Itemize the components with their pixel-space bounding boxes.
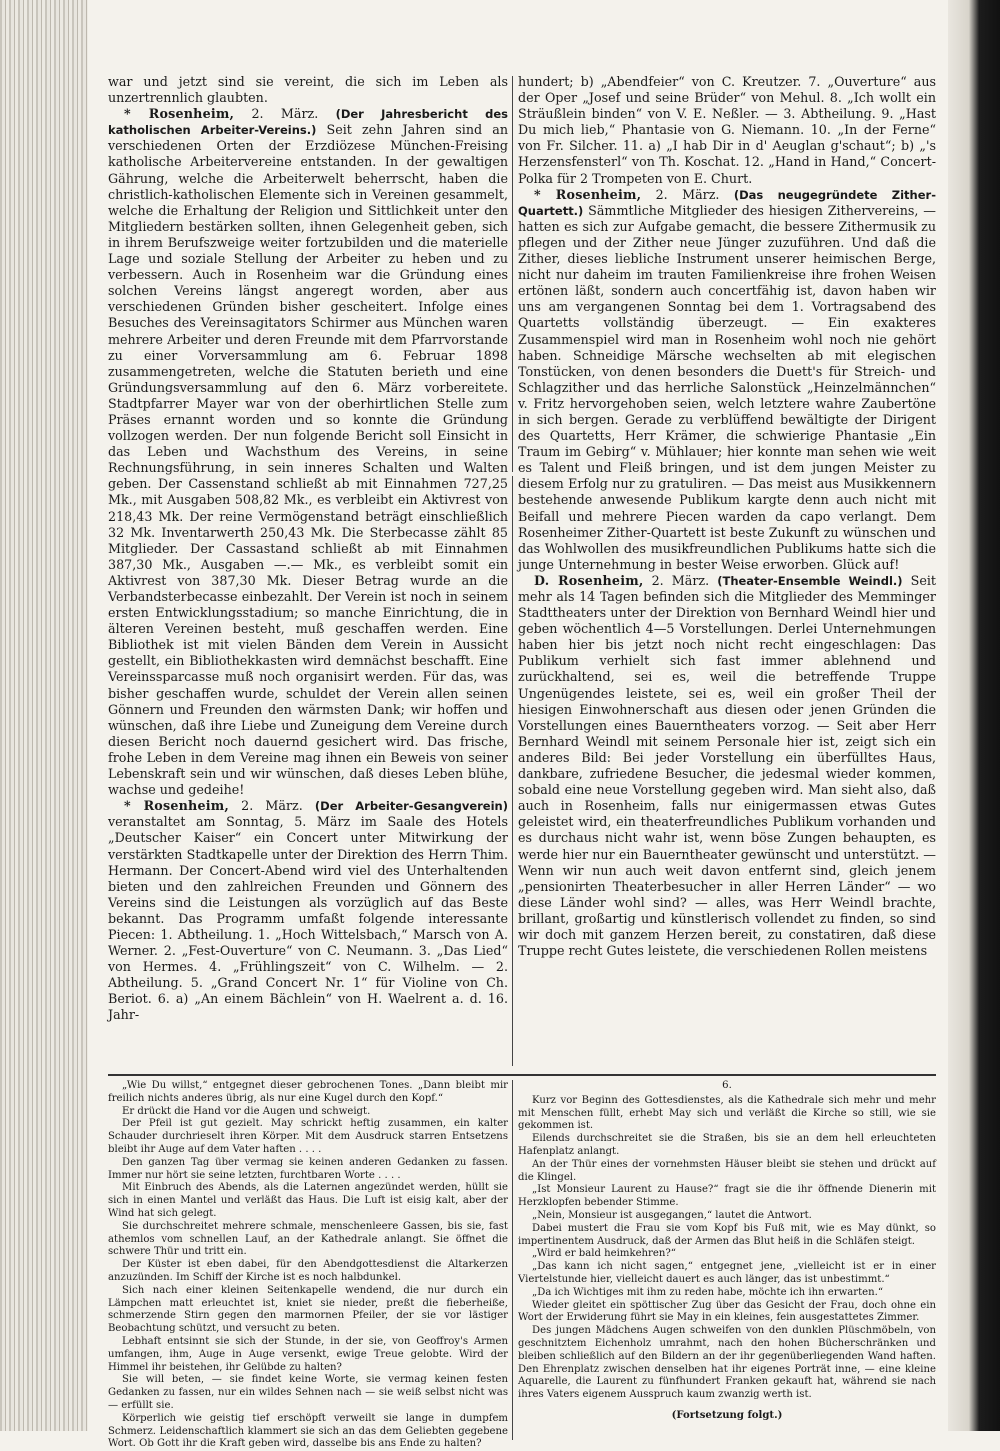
intro-text: war und jetzt sind sie vereint, die sich im Leben als unzertrennlich glaubten. — [108, 74, 508, 106]
article-zither-quartett — [518, 187, 936, 573]
article-title: (Das neugegründete Zither-Quartett.) — [518, 187, 936, 218]
column-divider — [512, 76, 513, 472]
feuilleton-paragraph: Sie will beten, — sie findet keine Worte, sie vermag keinen festen Gedanken zu fassen, nur ein wildes Sehnen nach — sie weiß selbst nicht was — erfüllt sie. — [108, 1374, 508, 1411]
article-date: 2. März. — [655, 186, 720, 202]
feuilleton-right-column — [518, 1080, 936, 1423]
feuilleton-paragraph: „Ist Monsieur Laurent zu Hause?“ fragt sie die ihr öffnende Dienerin mit Herzklopfen bebender Stimme. — [518, 1184, 936, 1209]
right-column — [518, 74, 936, 959]
article-jahresbericht — [108, 106, 508, 798]
feuilleton-paragraph: Körperlich wie geistig tief erschöpft verweilt sie lange in dumpfem Schmerz. Leidenschaftlich klammert sie sich an das dem Geliebten gegebene Wort. Ob Gott ihr die Kraft geben wird, dasselbe bis ans Ende zu halten? — [108, 1412, 508, 1450]
article-gesangverein — [108, 798, 508, 1023]
program-continuation: hundert; b) „Abendfeier“ von C. Kreutzer. 7. „Ouverture“ aus der Oper „Josef und seine Brüder“ von Mehul. 8. „Ich wollt ein Sträußlein binden“ von V. E. Neßler. — 3. Abtheilung. 9. „Hast Du mich lieb,“ Phantasie von G. Niemann. 10. „In der Ferne“ von Fr. Silcher. 11. a) „I hab Dir in d' Aeuglan g'schaut“; b) „'s Herzensfensterl“ von Th. Koschat. 12. „Hand in Hand,“ Concert-Polka für 2 Trompeten von E. Churt. — [518, 74, 936, 186]
article-body: veranstaltet am Sonntag, 5. März im Saale des Hotels „Deutscher Kaiser“ ein Concert unter Mitwirkung der verstärkten Stadtkapelle unter der Direktion des Herrn Thim. Hermann. Der Concert-Abend wird viel des Unterhaltenden bieten und den zahlreichen Freunden und Gönnern des Vereins sind die Leistungen als vorzüglich auf das Beste bekannt. Das Programm umfaßt folgende interessante Piecen: 1. Abtheilung. 1. „Hoch Wittelsbach,“ Marsch von A. Werner. 2. „Fest-Ouverture“ von C. Neumann. 3. „Das Lied“ von Hermes. 4. „Frühlingszeit“ von C. Wilhelm. — 2. Abtheilung. 5. „Grand Concert Nr. 1“ für Violine von Ch. Beriot. 6. a) „An einem Bächlein“ von H. Waelrent a. d. 16. Jahr- — [108, 814, 508, 1023]
newspaper-page — [108, 74, 936, 1450]
feuilleton-paragraph: Des jungen Mädchens Augen schweifen von den dunklen Plüschmöbeln, von geschnitztem Eichenholz umrahmt, nach den hohen Bücherschränken und bleiben schließlich auf den Bildern an der ihr gegenüberliegenden Wand haften. Den Ehrenplatz zwischen denselben hat ihr eigenes Porträt inne, — eine kleine Aquarelle, die Laurent zu fünfhundert Franken gekauft hat, während sie nach ihres Vaters eigenem Ausspruch kaum zwanzig werth ist. — [518, 1325, 936, 1401]
article-place: * Rosenheim, — [534, 186, 642, 202]
article-title: (Theater-Ensemble Weindl.) — [717, 573, 903, 588]
article-body: Seit mehr als 14 Tagen befinden sich die Mitglieder des Memminger Stadttheaters unter der Direktion von Bernhard Weindl hier und geben wöchentlich 4—5 Vorstellungen. Derlei Unternehmungen haben hier bis jetzt noch nicht recht eingeschlagen: Das Publikum verhielt sich fast immer ablehnend und zurückhaltend, sei es, weil die betreffende Truppe Ungenügendes leistete, sei es, weil ein großer Theil der hiesigen Einwohnerschaft aus diesen oder jenen Gründen die Vorstellungen eines Bauerntheaters vorzog. — Seit aber Herr Bernhard Weindl mit seinem Personale hier ist, zeigt sich ein anderes Bild: Bei jeder Vorstellung ein überfülltes Haus, dankbare, zufriedene Besucher, die jedesmal wieder kommen, sobald eine neue Vorstellung gegeben wird. Man sieht also, daß auch in Rosenheim, falls nur einigermassen etwas Gutes geleistet wird, ein theaterfreundliches Publikum vorhanden und es durchaus nicht wahr ist, wenn böse Zungen behaupten, es werde hier nur ein Bauerntheater gewünscht und unterstützt. — Wenn wir nun auch weit davon entfernt sind, gleich jenem „pensionirten Theaterbesucher in aller Herren Länder“ — wo diese Länder wohl sind? — alles, was Herr Weindl brachte, brillant, großartig und künstlerisch vollendet zu finden, so sind wir doch mit ganzem Herzen bereit, zu constatiren, daß diese Truppe recht Gutes leistete, die verschiedenen Rollen meistens — [518, 572, 936, 959]
feuilleton-paragraph: Der Küster ist eben dabei, für den Abendgottesdienst die Altarkerzen anzuzünden. Im Schiff der Kirche ist es noch halbdunkel. — [108, 1259, 508, 1283]
feuilleton-left-column — [108, 1080, 508, 1451]
feuilleton-paragraph: Mit Einbruch des Abends, als die Laternen angezündet werden, hüllt sie sich in einen Mantel und verläßt das Haus. Die Luft ist eisig kalt, aber der Wind hat sich gelegt. — [108, 1182, 508, 1219]
feuilleton-paragraph: Er drückt die Hand vor die Augen und schweigt. — [122, 1105, 371, 1117]
article-date: 2. März. — [251, 106, 319, 122]
article-date: 2. März. — [241, 798, 303, 814]
feuilleton-paragraph: Den ganzen Tag über vermag sie keinen anderen Gedanken zu fassen. Immer nur hört sie seine letzten, furchtbaren Worte . . . . — [108, 1156, 508, 1181]
feuilleton-paragraph: Lebhaft entsinnt sie sich der Stunde, in der sie, von Geoffroy's Armen umfangen, ihm, Auge in Auge versenkt, ewige Treue gelobte. Wird der Himmel ihr beistehen, ihr Gelübde zu halten? — [108, 1335, 508, 1373]
article-date: 2. März. — [651, 572, 710, 588]
article-place: * Rosenheim, — [124, 106, 235, 122]
feuilleton-paragraph: „Wird er bald heimkehren?“ — [532, 1248, 676, 1260]
left-column — [108, 74, 508, 1024]
article-theater-ensemble — [518, 573, 936, 959]
feuilleton-paragraph: „Da ich Wichtiges mit ihm zu reden habe, möchte ich ihn erwarten.“ — [532, 1286, 883, 1298]
book-binding-right — [948, 0, 1000, 1431]
chapter-number: 6. — [722, 1080, 732, 1091]
feuilleton-divider — [512, 1080, 513, 1440]
feuilleton-paragraph: An der Thür eines der vornehmsten Häuser bleibt sie stehen und drückt auf die Klingel. — [518, 1158, 936, 1183]
feuilleton-paragraph: Wieder gleitet ein spöttischer Zug über das Gesicht der Frau, doch ohne ein Wort der Erwiderung führt sie May in ein kleines, fein ausgestattetes Zimmer. — [518, 1299, 936, 1324]
continuation-note: (Fortsetzung folgt.) — [671, 1409, 783, 1421]
feuilleton-rule — [108, 1074, 936, 1076]
feuilleton-paragraph: „Nein, Monsieur ist ausgegangen,“ lautet die Antwort. — [532, 1209, 812, 1221]
article-place: D. Rosenheim, — [534, 572, 644, 588]
article-title: (Der Jahresbericht des katholischen Arbeiter-Vereins.) — [108, 107, 508, 138]
article-body: Seit zehn Jahren sind an verschiedenen Orten der Erzdiözese München-Freising katholische Arbeitervereine entstanden. In der gewaltigen Gährung, welche die Arbeiterwelt beherrscht, haben die christlich-katholischen Elemente sich in Vereinen gesammelt, welche die Erhaltung der Religion und Sittlichkeit unter den Mitgliedern bestärken sollten, ihnen Gelegenheit geben, sich in ihrem Berufszweige weiter fortzubilden und die materielle Lage und soziale Stellung der Arbeiter zu heben und zu verbessern. Auch in Rosenheim war die Gründung eines solchen Vereins längst angeregt worden, aber aus verschiedenen Gründen bisher gescheitert. Infolge eines Besuches des Vereinsagitators Schirmer aus München waren mehrere Arbeiter und deren Freunde mit dem Pfarrvorstande zu einer Vorversammlung am 6. Februar 1898 zusammengetreten, welche die Statuten berieth und eine Gründungsversammlung auf den 6. März vorbereitete. Stadtpfarrer Mayer war von der oberhirtlichen Stelle zum Präses ernannt worden und so konnte die Gründung vollzogen werden. Der nun folgende Bericht soll Einsicht in das Leben und Wachsthum des Vereins, in seine Rechnungsführung, in sein inneres Schalten und Walten geben. Der Cassenstand schließt ab mit Einnahmen 727,25 Mk., mit Ausgaben 508,82 Mk., es verbleibt ein Aktivrest von 218,43 Mk. Der reine Vermögenstand beträgt einschließlich 32 Mk. Inventarwerth 250,43 Mk. Die Sterbecasse zählt 85 Mitglieder. Der Cassastand schließt ab mit Einnahmen 387,30 Mk., Ausgaben —.— Mk., es verbleibt somit ein Aktivrest von 387,30 Mk. Dieser Betrag wurde an die Verbandsterbecasse einbezahlt. Der Verein ist noch in seinem ersten Entwicklungsstadium; so manche Einrichtung, die in älteren Vereinen besteht, muß geschaffen werden. Eine Bibliothek ist mit vielen Bänden dem Verein in Aussicht gestellt, ein Bibliothekkasten wird demnächst beschafft. Eine Vereinssparcasse muß noch organisirt werden. Für das, was bisher geschaffen wurde, schuldet der Verein allen seinen Gönnern und Freunden den wärmsten Dank; wir hoffen und wünschen, daß ihre Liebe und Zuneigung dem Vereine durch diesen Bericht noch dauernd gesichert wird. Das frische, frohe Leben in dem Vereine mag ihnen ein Beweis von seiner Lebenskraft sein und wir wünschen, daß dieses Leben blühe, wachse und gedeihe! — [108, 122, 508, 798]
feuilleton-paragraph: Eilends durchschreitet sie die Straßen, bis sie an dem hell erleuchteten Hafenplatz anlangt. — [518, 1133, 936, 1157]
article-body: Sämmtliche Mitglieder des hiesigen Zithervereins, — hatten es sich zur Aufgabe gemacht, die bessere Zithermusik zu pflegen und der Zither neue Jünger zuzuführen. Und daß die Zither, dieses liebliche Instrument unserer heimischen Berge, nicht nur daheim im trauten Familienkreise ihre frohen Weisen ertönen läßt, sondern auch concertfähig ist, davon haben wir uns am vergangenen Sonntag bei dem 1. Vortragsabend des Quartetts vollständig überzeugt. — Ein exakteres Zusammenspiel wird man in Rosenheim wohl noch nie gehört haben. Schneidige Märsche wechselten ab mit elegischen Tonstücken, von denen besonders die Duett's für Streich- und Schlagzither und das herrliche Salonstück „Heinzelmännchen“ v. Fritz hervorgehoben seien, welch letztere wahre Zaubertöne in sich bergen. Gerade zu verblüffend bewältigte der Dirigent des Quartetts, Herr Krämer, die schwierige Phantasie „Ein Traum im Gebirg“ v. Mühlauer; hier konnte man sehen wie weit es Talent und Fleiß bringen, und ist dem jungen Meister zu diesem Erfolg nur zu gratuliren. — Das meist aus Musikkennern bestehende anwesende Publikum kargte denn auch nicht mit Beifall und mehrere Piecen warden da capo verlangt. Dem Rosenheimer Zither-Quartett ist beste Zukunft zu wünschen und das Wohlwollen des musikfreundlichen Publikums hatte sich die junge Unternehmung in bester Weise erworben. Glück auf! — [518, 202, 936, 572]
feuilleton-paragraph: Sich nach einer kleinen Seitenkapelle wendend, die nur durch ein Lämpchen matt erleuchtet ist, kniet sie nieder, preßt die fieberheiße, schmerzende Stirn gegen den marmornen Pfeiler, der sie vor lästiger Beobachtung schützt, und versucht zu beten. — [108, 1284, 508, 1335]
book-binding-left — [0, 0, 88, 1431]
feuilleton-paragraph: Dabei mustert die Frau sie vom Kopf bis Fuß mit, wie es May dünkt, so impertinentem Ausdruck, daß der Armen das Blut heiß in die Schläfen steigt. — [518, 1222, 936, 1247]
column-divider — [512, 476, 513, 1066]
article-title: (Der Arbeiter-Gesangverein) — [314, 799, 508, 814]
feuilleton-paragraph: „Wie Du willst,“ entgegnet dieser gebrochenen Tones. „Dann bleibt mir freilich nichts anderes übrig, als nur eine Kugel durch den Kopf.“ — [108, 1080, 508, 1104]
feuilleton-paragraph: Sie durchschreitet mehrere schmale, menschenleere Gassen, bis sie, fast athemlos vom schnellen Lauf, an der Kathedrale anlangt. Sie öffnet die schwere Thür und tritt ein. — [108, 1220, 508, 1258]
feuilleton-paragraph: Der Pfeil ist gut gezielt. May schrickt heftig zusammen, ein kalter Schauder durchrieselt ihren Körper. Mit dem Ausdruck starren Entsetzens bleibt ihr Auge auf dem Vater haften . . . . — [108, 1118, 508, 1155]
article-place: * Rosenheim, — [124, 798, 229, 814]
feuilleton-paragraph: Kurz vor Beginn des Gottesdienstes, als die Kathedrale sich mehr und mehr mit Menschen füllt, erhebt May sich und verläßt die Kirche so still, wie sie gekommen ist. — [518, 1094, 936, 1132]
feuilleton-paragraph: „Das kann ich nicht sagen,“ entgegnet jene, „vielleicht ist er in einer Viertelstunde hier, vielleicht dauert es auch länger, das ist unbestimmt.“ — [518, 1261, 936, 1285]
